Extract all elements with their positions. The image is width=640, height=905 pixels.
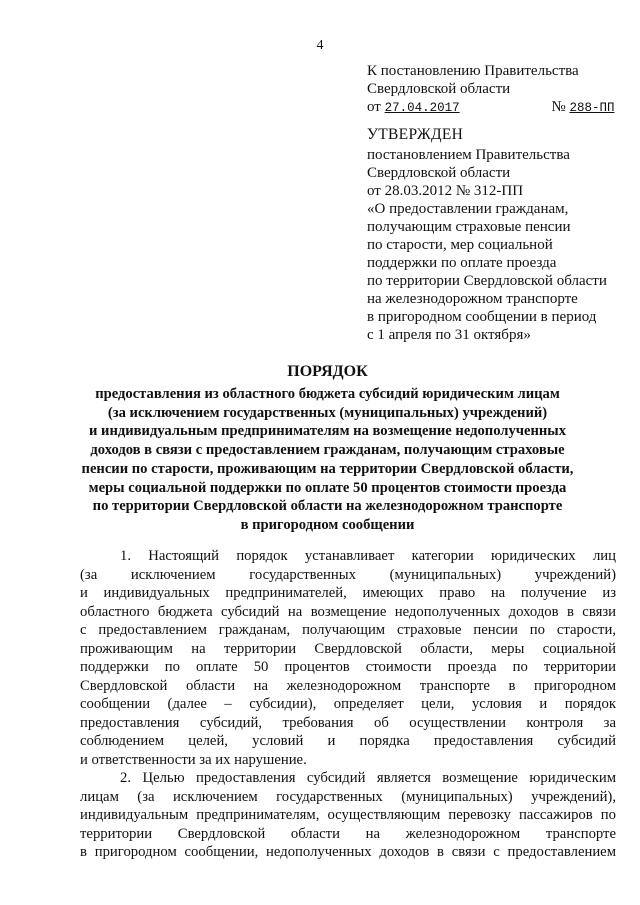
approved-heading: УТВЕРЖДЕН — [367, 126, 464, 143]
title-subtitle-line: пенсии по старости, проживающим на территории Свердловской области, — [81, 460, 574, 477]
paragraph-line: сообщении (далее – субсидии), определяет цели, условия и порядок — [80, 696, 616, 712]
title-subtitle-line: по территории Свердловской области на железнодорожном транспорте — [92, 498, 563, 515]
title-subtitle-line: предоставления из областного бюджета субсидий юридическим лицам — [95, 386, 560, 402]
title-subtitle-line: меры социальной поддержки по оплате 50 процентов стоимости проезда — [88, 479, 567, 496]
approved-line: Свердловской области — [367, 165, 511, 181]
approved-line: на железнодорожном транспорте — [367, 291, 578, 307]
paragraph-line: лицам (за исключением государственных (муниципальных) учреждений), — [80, 788, 616, 805]
title-subtitle — [80, 385, 575, 535]
title-subtitle-line: доходов в связи с предоставлением гражданам, получающим страховые — [90, 442, 565, 459]
decree-number — [569, 101, 640, 115]
title-subtitle-line: и индивидуальным предпринимателям на возмещение недополученных — [88, 423, 567, 440]
number-prefix: № — [551, 99, 566, 115]
paragraph-line: (за исключением государственных (муниципальных) учреждений) — [80, 566, 616, 583]
paragraph-line: поддержки по оплате 50 процентов стоимости проезда по территории — [80, 659, 616, 675]
paragraph-line: 1. Настоящий порядок устанавливает категории юридических лиц — [120, 548, 616, 564]
paragraph-line: и индивидуальных предпринимателей, имеющих право на получение из — [80, 585, 616, 601]
approved-lines — [367, 146, 607, 344]
document-title — [80, 362, 575, 535]
decree-date — [385, 101, 548, 115]
approved-line: по территории Свердловской области — [367, 273, 607, 289]
paragraph-line: проживающим на территории Свердловской области, меры социальной — [80, 640, 616, 657]
paragraph-line: 2. Целью предоставления субсидий является возмещение юридическим — [120, 770, 616, 786]
decree-reference — [367, 62, 640, 117]
paragraph-line: в пригородном сообщении, недополученных доходов в связи с предоставлением — [80, 844, 616, 860]
decree-date-number-line — [367, 98, 640, 117]
paragraph-line: Свердловской области на железнодорожном транспорте в пригородном — [80, 677, 616, 694]
approved-line: поддержки по оплате проезда — [367, 255, 557, 271]
approved-line: от 28.03.2012 № 312-ПП — [367, 183, 524, 199]
paragraph-line: территории Свердловской области на железнодорожном транспорте — [80, 825, 616, 842]
approved-block — [367, 126, 607, 344]
approved-line: «О предоставлении гражданам, — [367, 201, 569, 217]
page-number: 4 — [316, 38, 324, 53]
decree-number-value: 288-ПП — [569, 101, 615, 115]
approved-line: по старости, мер социальной — [367, 237, 553, 253]
document-body — [80, 547, 616, 862]
approved-line: в пригородном сообщении в период — [367, 309, 597, 325]
paragraph-line: соблюдением целей, условий и порядка предоставления субсидий — [80, 733, 616, 749]
paragraph-line: областного бюджета субсидий на возмещение недополученных доходов в связи — [80, 603, 616, 620]
approved-line: получающим страховые пенсии — [367, 219, 571, 235]
title-subtitle-line: в пригородном сообщении — [240, 516, 415, 533]
decree-reference-line: К постановлению Правительства — [367, 63, 579, 79]
paragraph-line: индивидуальным предпринимателям, осуществляющим перевозку пассажиров по — [80, 807, 616, 823]
approved-line: постановлением Правительства — [367, 147, 570, 163]
date-prefix: от — [367, 99, 381, 115]
title-main: ПОРЯДОК — [287, 363, 368, 380]
decree-reference-line: Свердловской области — [367, 81, 511, 97]
paragraph — [80, 547, 616, 769]
paragraph-line: и ответственности за их нарушение. — [80, 751, 307, 768]
paragraph-line: предоставления субсидий, требования об осуществлении контроля за — [80, 714, 616, 731]
paragraph — [80, 769, 616, 862]
decree-date-value: 27.04.2017 — [384, 101, 460, 115]
paragraph-line: с предоставлением гражданам, получающим страховые пенсии по старости, — [80, 622, 616, 638]
approved-line: с 1 апреля по 31 октября» — [367, 327, 531, 343]
title-subtitle-line: (за исключением государственных (муниципальных) учреждений) — [107, 404, 548, 421]
